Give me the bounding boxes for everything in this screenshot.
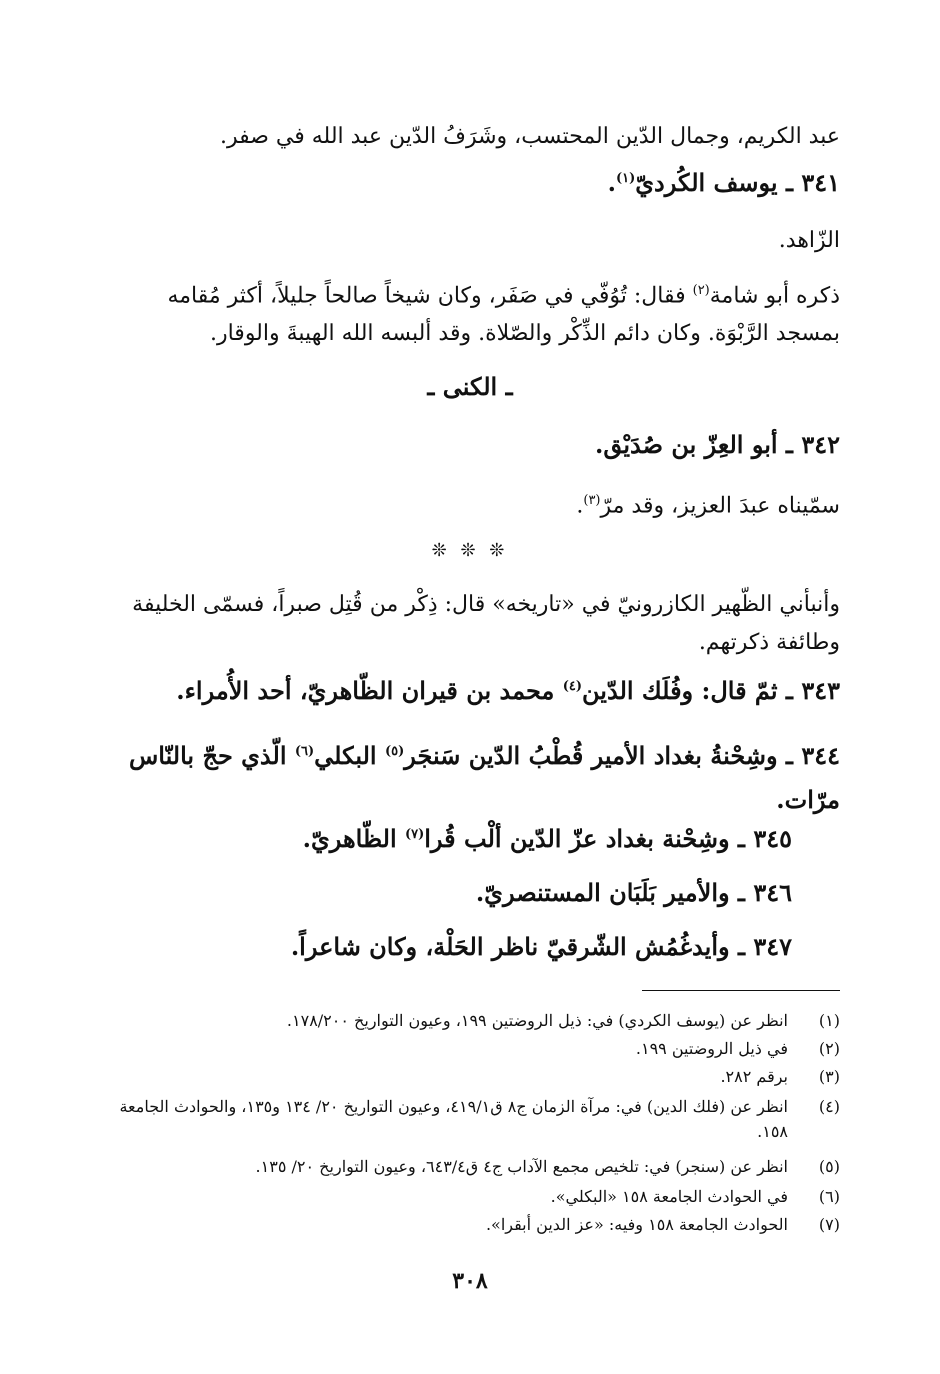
text-line-content: عبد الكريم، وجمال الدّين المحتسب، وشَرَفُ الدّين عبد الله في صفر. (219, 124, 840, 149)
paragraph-text: ذكره أبو شامة (709, 283, 840, 309)
paragraph-text: وأنبأني الظّهير الكازرونيّ في «تاريخه» قال: ذِكْر من قُتِل صبراً، فسمّى الخليفة وطائفة ذكرتهم. (132, 592, 840, 655)
footnote-text: انظر عن (سنجر) في: تلخيص مجمع الآداب ج٤ ق٦٤٣/٤، وعيون التواريخ ٢٠/ ١٣٥. (255, 1157, 788, 1176)
entry-heading (608, 168, 840, 197)
footnote-text: في الحوادث الجامعة ١٥٨ «البكلي». (550, 1187, 788, 1206)
entry-punct: . (607, 168, 616, 197)
footnote-marker: (٣) (583, 493, 601, 508)
footnote-text: انظر عن (يوسف الكردي) في: ذيل الروضتين ١٩٩، وعيون التواريخ ١٧٨/٢٠٠. (286, 1011, 788, 1030)
entry-title: ٣٤١ ـ يوسف الكُرديّ (635, 168, 840, 197)
entry-heading (595, 430, 840, 459)
entry-heading (291, 932, 792, 961)
text-line (779, 222, 840, 260)
entry-title: الظّاهريّ. (302, 824, 405, 853)
footnote-text: برقم ٢٨٢. (720, 1067, 788, 1086)
text-line (220, 118, 840, 156)
footnote-number: (٣) (818, 1067, 840, 1086)
text-line (576, 482, 840, 525)
footnote (100, 1184, 840, 1209)
footnote (100, 1008, 840, 1033)
entry-title: ٣٤٦ ـ والأمير بَلَبَان المستنصريّ. (475, 878, 792, 907)
entry-heading (303, 824, 792, 853)
footnote-marker: (٥) (384, 744, 405, 759)
footnote (100, 1064, 840, 1089)
section-separator: ❊ ❊ ❊ (431, 540, 509, 561)
footnote-number: (٢) (818, 1039, 840, 1058)
footnote-number: (٥) (818, 1157, 840, 1176)
footnote-text: الحوادث الجامعة ١٥٨ وفيه: «عز الدين أبقرا». (485, 1215, 788, 1234)
footnote-marker: (٦) (294, 744, 315, 759)
paragraph-text: فقال: تُوُفّي في صَفَر، وكان شيخاً صالحاً جليلاً، أكثر مُقامه بمسجد الرَّبْوَة. وكان دائم الذِّكْر والصّلاة. وقد ألبسه الله الهيبةَ والوقار. (167, 283, 840, 347)
footnote-marker: (٧) (404, 827, 425, 842)
text-line-content: . (576, 493, 584, 519)
text-line-content: الزّاهد. (778, 228, 840, 253)
section-title: ـ الكنى ـ (427, 372, 513, 401)
entry-heading (176, 676, 840, 705)
footnote-divider (642, 990, 840, 991)
entry-title: ٣٤٧ ـ وأيدغُمُش الشّرقيّ ناظر الحَلْة، وكان شاعراً. (290, 932, 792, 961)
entry-title: ٣٤٢ ـ أبو العِزّ بن صُدَيْق. (594, 430, 840, 459)
footnote (100, 1036, 840, 1061)
footnote-text: انظر عن (فلك الدين) في: مرآة الزمان ج٨ ق٤١٩/١، وعيون التواريخ ٢٠/ ١٣٤ و١٣٥، والحوادث الجامعة ١٥٨. (119, 1097, 788, 1141)
footnote-marker: (٢) (692, 283, 710, 298)
footnote (100, 1212, 840, 1237)
text-line-content: سمّيناه عبدَ العزيز، وقد مرّ (600, 493, 840, 519)
entry-title: ٣٤٣ ـ ثمّ قال: وفُلَك الدّين (582, 676, 840, 705)
paragraph (100, 272, 840, 353)
footnote-number: (٦) (818, 1187, 840, 1206)
footnote (100, 1154, 840, 1179)
entry-title: محمد بن قيران الظّاهريّ، أحد الأُمراء. (176, 676, 563, 705)
entry-heading (100, 730, 840, 822)
entry-title: الّذي حجّ بالنّاس مرّات. (128, 741, 840, 814)
footnote-number: (٤) (818, 1097, 840, 1116)
entry-title: ٣٤٤ ـ وشِحْنةُ بغداد الأمير قُطْبُ الدّين سَنجَر (404, 741, 840, 770)
paragraph (100, 586, 840, 662)
entry-heading (476, 878, 792, 907)
entry-title: البكلي (314, 741, 385, 770)
footnote-number: (١) (818, 1011, 840, 1030)
footnote (100, 1094, 840, 1144)
page-number: ٣٠٨ (452, 1268, 488, 1294)
footnote-marker: (١) (615, 171, 636, 186)
entry-title: ٣٤٥ ـ وشِحْنة بغداد عزّ الدّين ألْب قُرا (424, 824, 792, 853)
footnote-marker: (٤) (562, 679, 583, 694)
footnote-text: في ذيل الروضتين ١٩٩. (635, 1039, 788, 1058)
footnote-number: (٧) (818, 1215, 840, 1234)
